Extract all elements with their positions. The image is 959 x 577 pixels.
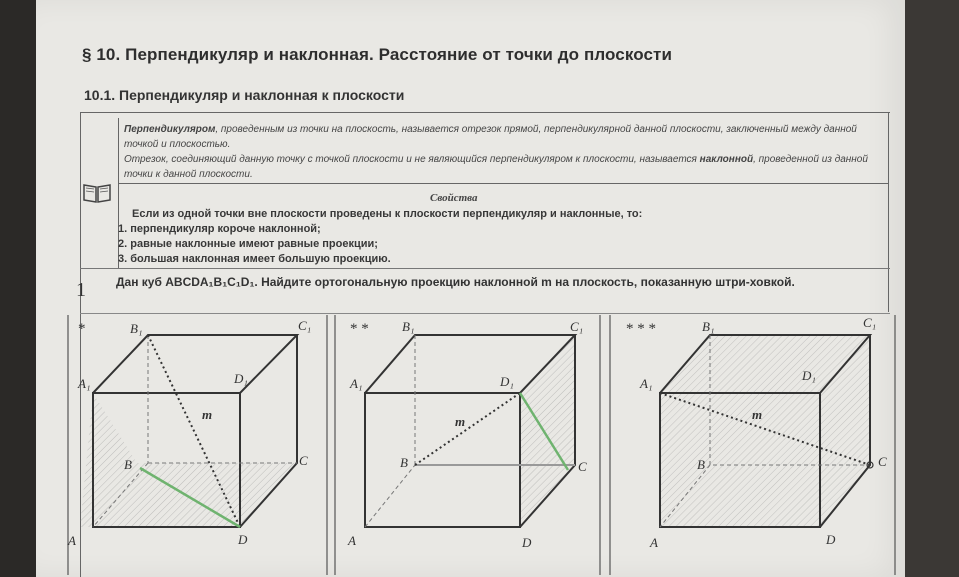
figure-1-hatched-plane [80, 393, 297, 527]
property-item-1: 1. перпендикуляр короче наклонной; [118, 223, 321, 235]
figure-3-label-A: A [650, 535, 658, 550]
figure-2-label-A1: A₁ [350, 376, 363, 391]
figure-2-label-A: A [348, 533, 356, 548]
definition-oblique-text: Отрезок, соединяющий данную точку с точкой плоскости и не являющийся перпендикуляром к плоскости, называется [124, 154, 700, 165]
figure-2-label-D: D [522, 535, 532, 550]
figure-2-label-B: B [400, 455, 408, 470]
figure-3-label-C1: C₁ [863, 315, 877, 330]
figure-2-label-C1: C₁ [570, 319, 584, 334]
property-item-3: 3. большая наклонная имеет большую проекцию. [118, 253, 391, 265]
figure-1-label-D: D [238, 532, 248, 547]
figure-3-label-D: D [826, 532, 836, 547]
term-perpendicular: Перпендикуляром [124, 124, 216, 135]
figure-3-cube [660, 335, 873, 527]
figure-3-stars: * * * [626, 321, 656, 337]
figure-1-label-D1: D₁ [234, 371, 248, 386]
figure-1-cube [80, 335, 297, 527]
figure-2-cube [365, 335, 575, 527]
figure-2-stars: * * [350, 321, 369, 337]
figure-2-label-D1: D₁ [500, 374, 514, 389]
figure-2-label-B1: B₁ [402, 319, 415, 334]
figure-1-label-C1: C₁ [298, 318, 312, 333]
definition-perpendicular-text: , проведенным из точки на плоскость, называется отрезок прямой, перпендикулярной данной плоскости, заключенный между данной точкой и плоскостью. [124, 124, 857, 150]
term-oblique: наклонной [699, 154, 754, 165]
property-item-2: 2. равные наклонные имеют равные проекции; [118, 238, 378, 250]
figure-3-label-C: C [878, 454, 887, 469]
properties-intro: Если из одной точки вне плоскости проведены к плоскости перпендикуляр и наклонные, то: [132, 208, 643, 220]
figure-1-label-A1: A₁ [78, 376, 91, 391]
figure-1-label-B1: B₁ [130, 321, 143, 336]
figure-1-stars: * [78, 321, 86, 337]
figure-1-label-C: C [299, 453, 308, 468]
task-text: Дан куб ABCDA₁B₁C₁D₁. Найдите ортогональную проекцию наклонной m на плоскость, показанную штри-ховкой. [116, 275, 795, 289]
figure-1-label-A: A [68, 533, 76, 548]
figure-3-label-m: m [752, 407, 763, 422]
figure-2-label-C: C [578, 459, 587, 474]
figure-1-label-B: B [124, 457, 132, 472]
figure-2-label-m: m [455, 414, 466, 429]
figure-3-label-A1: A₁ [640, 376, 653, 391]
figure-3-label-D1: D₁ [802, 368, 816, 383]
section-title: § 10. Перпендикуляр и наклонная. Расстояние от точки до плоскости [82, 45, 673, 64]
figure-3-label-B1: B₁ [702, 319, 715, 334]
definition-oblique-end: , проведенной из данной точки к данной плоскости. [124, 154, 868, 180]
figure-3-label-B: B [697, 457, 705, 472]
figure-3-hatched-plane [660, 335, 870, 527]
subsection-title: 10.1. Перпендикуляр и наклонная к плоскости [84, 87, 405, 103]
properties-title: Свойства [430, 192, 478, 204]
figure-2-oblique-m [415, 393, 520, 465]
figure-1-label-m: m [202, 407, 213, 422]
task-number: 1 [76, 279, 86, 301]
